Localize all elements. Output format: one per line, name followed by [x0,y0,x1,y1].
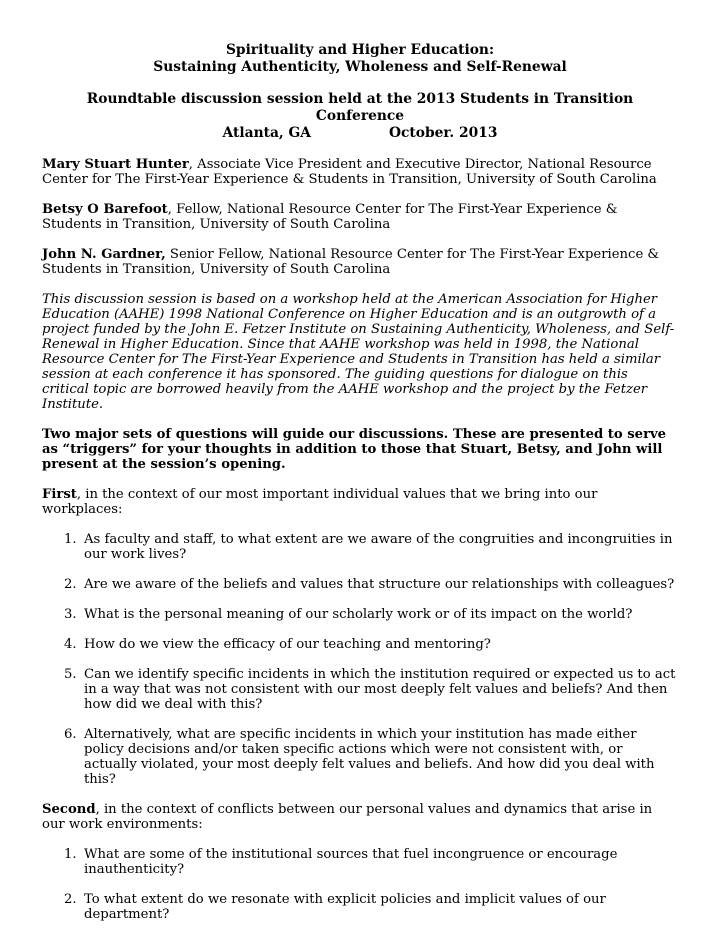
list-number: 3. [64,607,77,622]
second-section-lead [42,802,678,832]
list-number: 1. [64,847,77,862]
question-text: As faculty and staff, to what extent are we aware of the congruities and incongruities in our work lives? [84,532,673,562]
first-question-list [42,532,678,787]
title-line-2: Sustaining Authenticity, Wholeness and Self-Renewal [153,59,567,75]
list-number: 2. [64,577,77,592]
question-text: How do we view the efficacy of our teaching and mentoring? [84,637,491,652]
session-heading [42,91,678,142]
question-text: Can we identify specific incidents in which the institution required or expected us to act in a way that was not consistent with our most deeply felt values and beliefs? And then how did we deal with this? [84,667,676,712]
list-item [42,607,678,622]
second-label: Second [42,802,96,817]
guide-paragraph: Two major sets of questions will guide our discussions. These are presented to serve as “triggers” for your thoughts in addition to those that Stuart, Betsy, and John will present at the session’s opening. [42,427,667,472]
list-item [42,892,678,922]
question-text: What are some of the institutional sources that fuel incongruence or encourage inauthenticity? [84,847,618,877]
question-text: Are we aware of the beliefs and values that structure our relationships with colleagues? [84,577,675,592]
list-number: 4. [64,637,77,652]
list-number: 6. [64,727,77,742]
presenter-title: Senior Fellow, National Resource Center for The First-Year Experience & Students in Transition, University of South Carolina [42,247,660,277]
presenter-1 [42,157,678,187]
list-item [42,667,678,712]
list-number: 2. [64,892,77,907]
session-line-1: Roundtable discussion session held at the 2013 Students in Transition [86,91,634,107]
list-number: 5. [64,667,77,682]
location-date-row [42,125,678,142]
list-number: 1. [64,532,77,547]
list-item [42,727,678,787]
session-city: Atlanta, GA [222,125,312,141]
document-page [42,42,678,937]
session-line-2: Conference [315,108,405,124]
question-text: What is the personal meaning of our scholarly work or of its impact on the world? [84,607,633,622]
presenter-name: Betsy O Barefoot [42,202,168,217]
presenter-3 [42,247,678,277]
title-line-1: Spirituality and Higher Education: [225,42,495,58]
list-item [42,577,678,592]
list-item [42,637,678,652]
second-question-list [42,847,678,922]
presenter-title: , Associate Vice President and Executive Director, National Resource Center for The First-Year Experience & Students in Transition, University of South Carolina [42,157,657,187]
first-text: , in the context of our most important individual values that we bring into our workplaces: [42,487,598,517]
list-item [42,847,678,877]
intro-paragraph: This discussion session is based on a workshop held at the American Association for Higher Education (AAHE) 1998 National Conference on Higher Education and is an outgrowth of a project funded by the John E. Fetzer Institute on Sustaining Authenticity, Wholeness, and Self-Renewal in Higher Education. Since that AAHE workshop was held in 1998, the National Resource Center for The First-Year Experience and Students in Transition has held a similar session at each conference it has sponsored. The guiding questions for dialogue on this critical topic are borrowed heavily from the AAHE workshop and the project by the Fetzer Institute. [42,292,675,412]
first-label: First [42,487,77,502]
second-text: , in the context of conflicts between our personal values and dynamics that arise in our work environments: [42,802,653,832]
question-text: To what extent do we resonate with explicit policies and implicit values of our department? [84,892,606,922]
presenter-name: Mary Stuart Hunter [42,157,189,172]
first-section-lead [42,487,678,517]
session-date: October. 2013 [389,125,498,141]
presenter-name: John N. Gardner, [42,247,166,262]
document-title [42,42,678,76]
presenter-title: , Fellow, National Resource Center for The First-Year Experience & Students in Transition, University of South Carolina [42,202,618,232]
presenter-2 [42,202,678,232]
list-item [42,532,678,562]
question-text: Alternatively, what are specific incidents in which your institution has made either policy decisions and/or taken specific actions which were not consistent with, or actually violated, your most deeply felt values and beliefs. And how did you deal with this? [84,727,655,787]
